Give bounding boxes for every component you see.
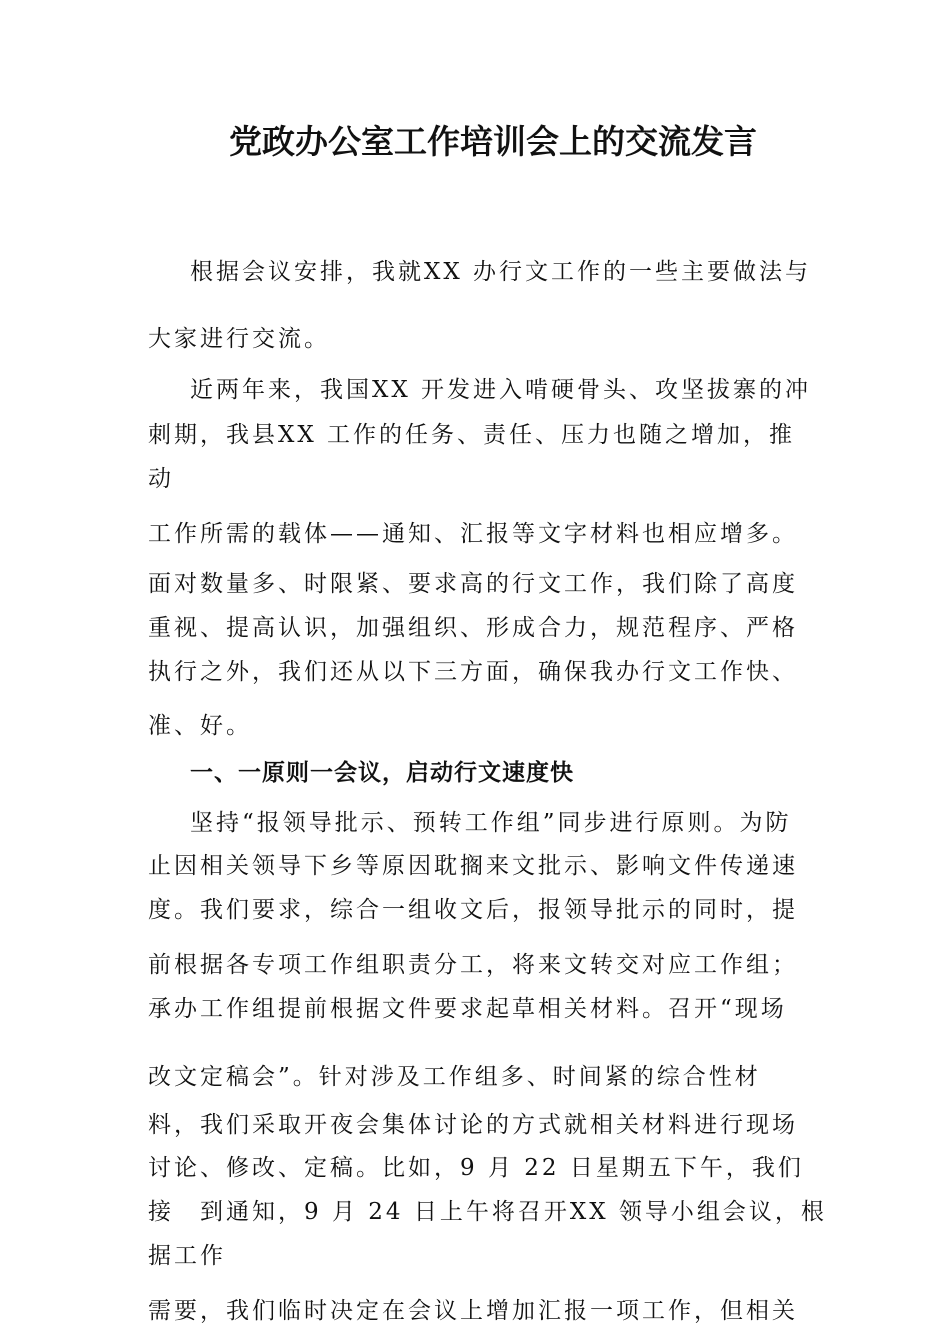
paragraph-line: 据工作 [148,1243,226,1269]
paragraph-line: 面对数量多、时限紧、要求高的行文工作，我们除了高度 [148,571,798,597]
paragraph-line: 需要，我们临时决定在会议上增加汇报一项工作，但相关 [148,1298,798,1324]
paragraph-line: 近两年来，我国XX 开发进入啃硬骨头、攻坚拔寨的冲 [190,377,812,403]
paragraph-line: 准、好。 [148,713,252,739]
paragraph-line: 刺期，我县XX 工作的任务、责任、压力也随之增加，推 [148,422,796,448]
paragraph-line: 坚持“报领导批示、预转工作组”同步进行原则。为防 [190,810,792,836]
paragraph-line: 重视、提高认识，加强组织、形成合力，规范程序、严格 [148,615,798,641]
paragraph-line: 承办工作组提前根据文件要求起草相关材料。召开“现场 [148,996,787,1022]
paragraph-line: 根据会议安排，我就XX 办行文工作的一些主要做法与 [190,259,812,285]
paragraph-line: 工作所需的载体——通知、汇报等文字材料也相应增多。 [148,521,798,547]
section-heading: 一、一原则一会议，启动行文速度快 [190,760,574,786]
paragraph-line: 接 到通知，9 月 24 日上午将召开XX 领导小组会议，根 [148,1199,827,1225]
paragraph-line: 执行之外，我们还从以下三方面，确保我办行文工作快、 [148,659,798,685]
document-title: 党政办公室工作培训会上的交流发言 [229,122,757,161]
paragraph-line: 动 [148,466,174,492]
paragraph-line: 度。我们要求，综合一组收文后，报领导批示的同时，提 [148,897,798,923]
paragraph-line: 改文定稿会”。针对涉及工作组多、时间紧的综合性材 [148,1064,761,1090]
paragraph-line: 前根据各专项工作组职责分工，将来文转交对应工作组； [148,952,798,978]
paragraph-line: 大家进行交流。 [148,326,330,352]
paragraph-line: 讨论、修改、定稿。比如，9 月 22 日星期五下午，我们 [148,1155,804,1181]
paragraph-line: 料，我们采取开夜会集体讨论的方式就相关材料进行现场 [148,1112,798,1138]
paragraph-line: 止因相关领导下乡等原因耽搁来文批示、影响文件传递速 [148,853,798,879]
